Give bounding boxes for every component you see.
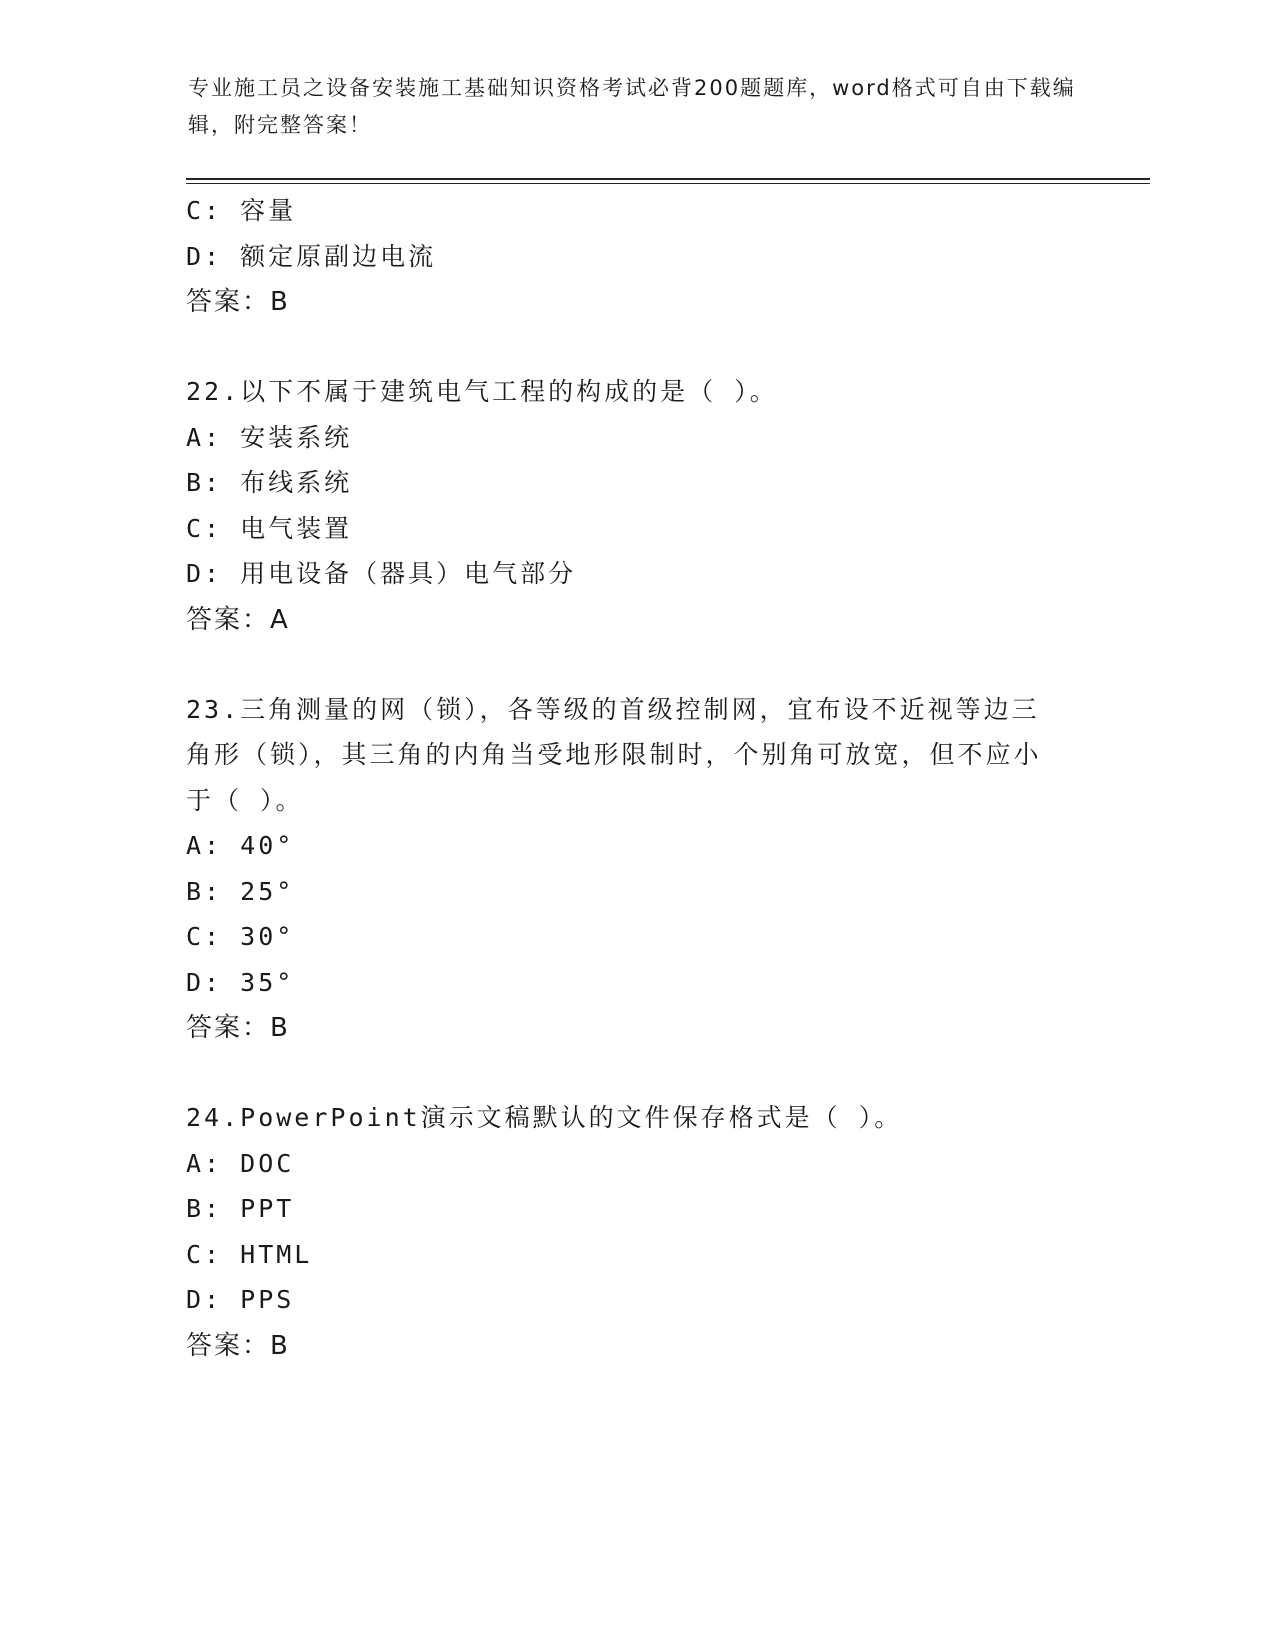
question-list	[186, 188, 1086, 1369]
option-b: B: PPT	[186, 1194, 295, 1223]
option-c: C: HTML	[186, 1239, 313, 1269]
question-22	[186, 369, 1086, 643]
option-c: C: 容量	[186, 196, 297, 225]
answer: 答案：B	[186, 1013, 290, 1043]
answer: 答案：B	[186, 287, 290, 317]
option-d: D: PPS	[186, 1285, 295, 1314]
answer: 答案：A	[186, 604, 290, 635]
option-a: A: 安装系统	[186, 422, 353, 452]
question-text: 23.三角测量的网（锁），各等级的首级控制网，宜布设不近视等边三角形（锁），其三角的内角当受地形限制时，个别角可放宽，但不应小于（ ）。	[186, 694, 1042, 815]
spacer	[186, 1051, 1086, 1095]
option-a: A: 40°	[186, 831, 295, 860]
question-text: 24.PowerPoint演示文稿默认的文件保存格式是（ ）。	[186, 1103, 903, 1132]
question-23	[186, 687, 1086, 1052]
option-d: D: 35°	[186, 967, 295, 997]
option-b: B: 25°	[186, 876, 295, 906]
question-24	[186, 1095, 1086, 1369]
header-divider-thick	[186, 178, 1150, 180]
option-a: A: DOC	[186, 1148, 295, 1178]
question-21-tail	[186, 188, 1086, 325]
option-c: C: 电气装置	[186, 513, 353, 543]
spacer	[186, 643, 1086, 687]
question-text: 22.以下不属于建筑电气工程的构成的是（ ）。	[186, 377, 778, 406]
option-d: D: 额定原副边电流	[186, 241, 437, 271]
page-header-title: 专业施工员之设备安装施工基础知识资格考试必背200题题库，word格式可自由下载编辑，附完整答案！	[188, 76, 1076, 137]
option-b: B: 布线系统	[186, 468, 353, 497]
header-divider-thin	[186, 183, 1150, 184]
spacer	[186, 325, 1086, 369]
option-d: D: 用电设备（器具）电气部分	[186, 559, 577, 588]
answer: 答案：B	[186, 1330, 290, 1361]
option-c: C: 30°	[186, 922, 295, 951]
